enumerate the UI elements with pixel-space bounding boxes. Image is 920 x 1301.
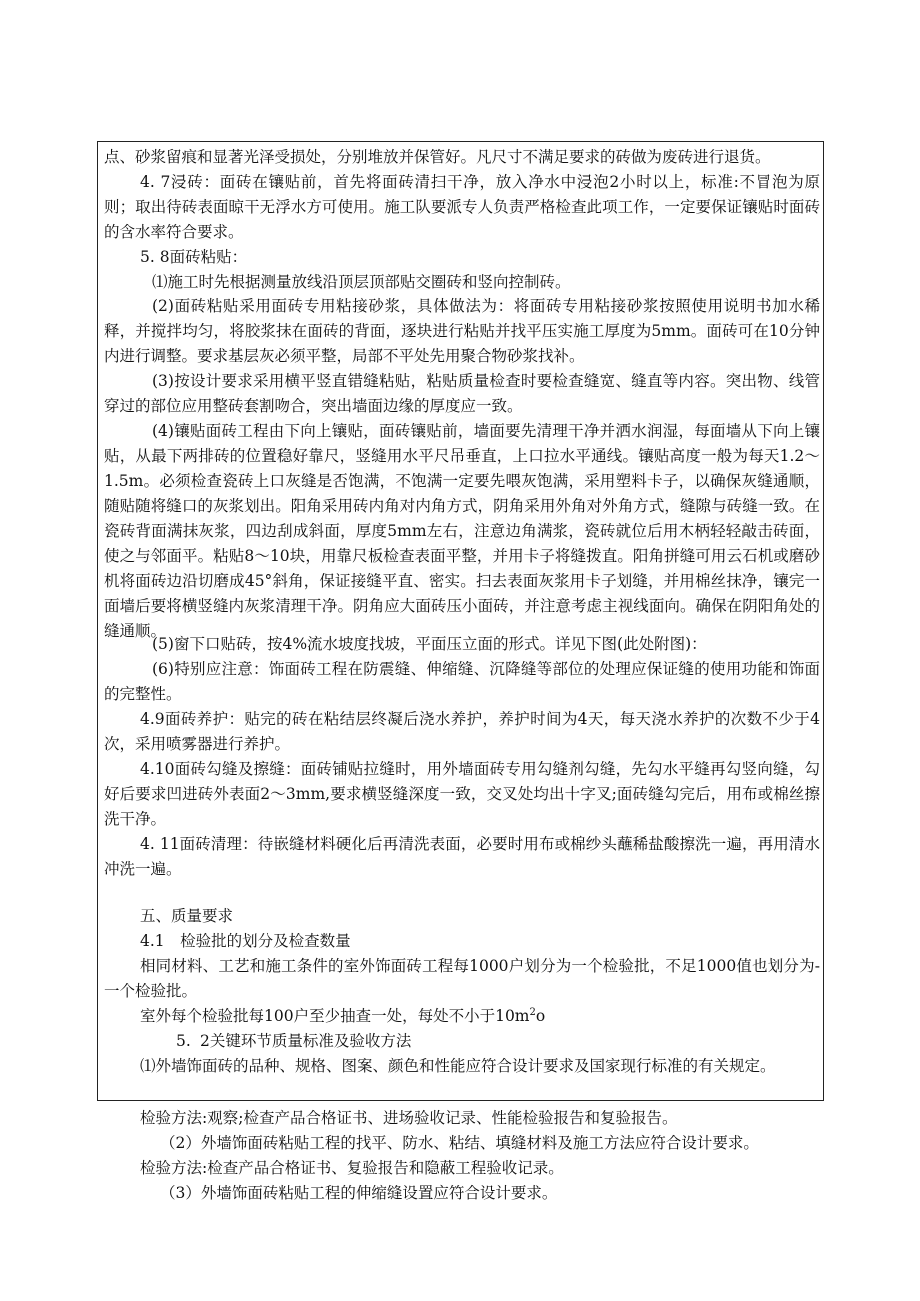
- paragraph-4-9-curing: 4.9面砖养护：贴完的砖在粘结层终凝后浇水养护，养护时间为4天，每天浇水养护的次数不少于4次，采用喷雾器进行养护。: [104, 710, 820, 753]
- paragraph-laying-5: (5)窗下口贴砖，按4%流水坡度找坡，平面压立面的形式。详见下图(此处附图)：: [152, 635, 707, 653]
- area-unit-superscript: 2: [529, 1006, 536, 1018]
- subheading-4-1-batches: 4.1 检验批的划分及检查数量: [140, 932, 351, 950]
- paragraph-4-11-cleaning: 4. 11面砖清理：待嵌缝材料硬化后再清洗表面，必要时用布或棉纱头蘸稀盐酸擦洗一遍，再用清水冲洗一遍。: [104, 835, 820, 878]
- section-number: 5.: [176, 1032, 191, 1050]
- paragraph-criterion-3: （3）外墙饰面砖粘贴工程的伸缩缝设置应符合设计要求。: [160, 1184, 558, 1202]
- paragraph-inspection-method-2: 检验方法:检查产品合格证书、复验报告和隐蔽工程验收记录。: [140, 1159, 564, 1177]
- paragraph-inspection-method-1: 检验方法:观察;检查产品合格证书、进场验收记录、性能检验报告和复验报告。: [140, 1109, 678, 1127]
- paragraph-4-7-soaking: 4. 7浸砖：面砖在镶贴前，首先将面砖清扫干净，放入净水中浸泡2小时以上，标准:不冒泡为原则；取出待砖表面晾干无浮水方可使用。施工队要派专人负责严格检查此项工作，一定要保证镶贴时面砖的含水率符合要求。: [104, 173, 820, 241]
- subheading-5-2-acceptance: [104, 1029, 820, 1054]
- paragraph-sampling: [104, 1004, 820, 1029]
- area-unit-tail: o: [535, 1007, 546, 1025]
- paragraph-batch-division: 相同材料、工艺和施工条件的室外饰面砖工程每1000户划分为一个检验批，不足1000值也划分为-一个检验批。: [104, 957, 820, 1000]
- section-title: 2关键环节质量标准及验收方法: [200, 1032, 412, 1050]
- paragraph-laying-1: ⑴施工时先根据测量放线沿顶层顶部贴交圈砖和竖向控制砖。: [152, 273, 571, 291]
- paragraph-criterion-1: ⑴外墙饰面砖的品种、规格、图案、颜色和性能应符合设计要求及国家现行标准的有关规定。: [140, 1057, 776, 1075]
- section-heading-quality: 五、质量要求: [140, 907, 234, 925]
- paragraph-laying-2: (2)面砖粘贴采用面砖专用粘接砂浆，具体做法为：将面砖专用粘接砂浆按照使用说明书加水稀释，并搅拌均匀，将胶浆抹在面砖的背面，逐块进行粘贴并找平压实施工厚度为5mm。面砖可在10分钟内进行调整。要求基层灰必须平整，局部不平处先用聚合物砂浆找补。: [104, 297, 820, 365]
- sampling-text: 室外每个检验批每100户至少抽查一处，每处不小于10m: [140, 1007, 530, 1025]
- paragraph-sorting: 点、砂浆留痕和显著光泽受损处，分别堆放并保管好。凡尺寸不满足要求的砖做为废砖进行退货。: [104, 148, 771, 166]
- paragraph-laying-4: (4)镶贴面砖工程由下向上镶贴，面砖镶贴前，墙面要先清理干净并洒水润湿，每面墙从下向上镶贴，从最下两排砖的位置稳好靠尺，竖缝用水平尺吊垂直，上口拉水平通线。镶贴高度一般为每天1.2～1.5m。必须检查瓷砖上口灰缝是否饱满，不饱满一定要先喂灰饱满，采用塑料卡子，以确保灰缝通顺，随贴随将缝口的灰浆划出。阳角采用砖内角对内角方式，阴角采用外角对外角方式，缝隙与砖缝一致。在瓷砖背面满抹灰浆，四边刮成斜面，厚度5mm左右，注意边角满浆，瓷砖就位后用木柄轻轻敲击砖面，使之与邻面平。粘贴8～10块，用靠尺板检查表面平整，并用卡子将缝拨直。阳角拼缝可用云石机或磨砂机将面砖边沿切磨成45°斜角，保证接缝平直、密实。扫去表面灰浆用卡子划缝，并用棉丝抹净，镶完一面墙后要将横竖缝内灰浆清理干净。阴角应大面砖压小面砖，并注意考虑主视线面向。确保在阴阳角处的缝通顺。: [104, 422, 820, 640]
- heading-5-8-tile-laying: 5. 8面砖粘贴：: [140, 248, 248, 266]
- paragraph-laying-6: (6)特别应注意：饰面砖工程在防震缝、伸缩缝、沉降缝等部位的处理应保证缝的使用功能和饰面的完整性。: [104, 660, 820, 703]
- paragraph-laying-3: (3)按设计要求采用横平竖直错缝粘贴，粘贴质量检查时要检查缝宽、缝直等内容。突出物、线管穿过的部位应用整砖套割吻合，突出墙面边缘的厚度应一致。: [104, 372, 820, 415]
- paragraph-4-10-pointing: 4.10面砖勾缝及擦缝：面砖铺贴拉缝时，用外墙面砖专用勾缝剂勾缝，先勾水平缝再勾竖向缝，勾好后要求凹进砖外表面2～3mm,要求横竖缝深度一致，交叉处均出十字叉;面砖缝勾完后，用布或棉丝擦洗干净。: [104, 760, 820, 828]
- paragraph-criterion-2: （2）外墙饰面砖粘贴工程的找平、防水、粘结、填缝材料及施工方法应符合设计要求。: [160, 1134, 759, 1152]
